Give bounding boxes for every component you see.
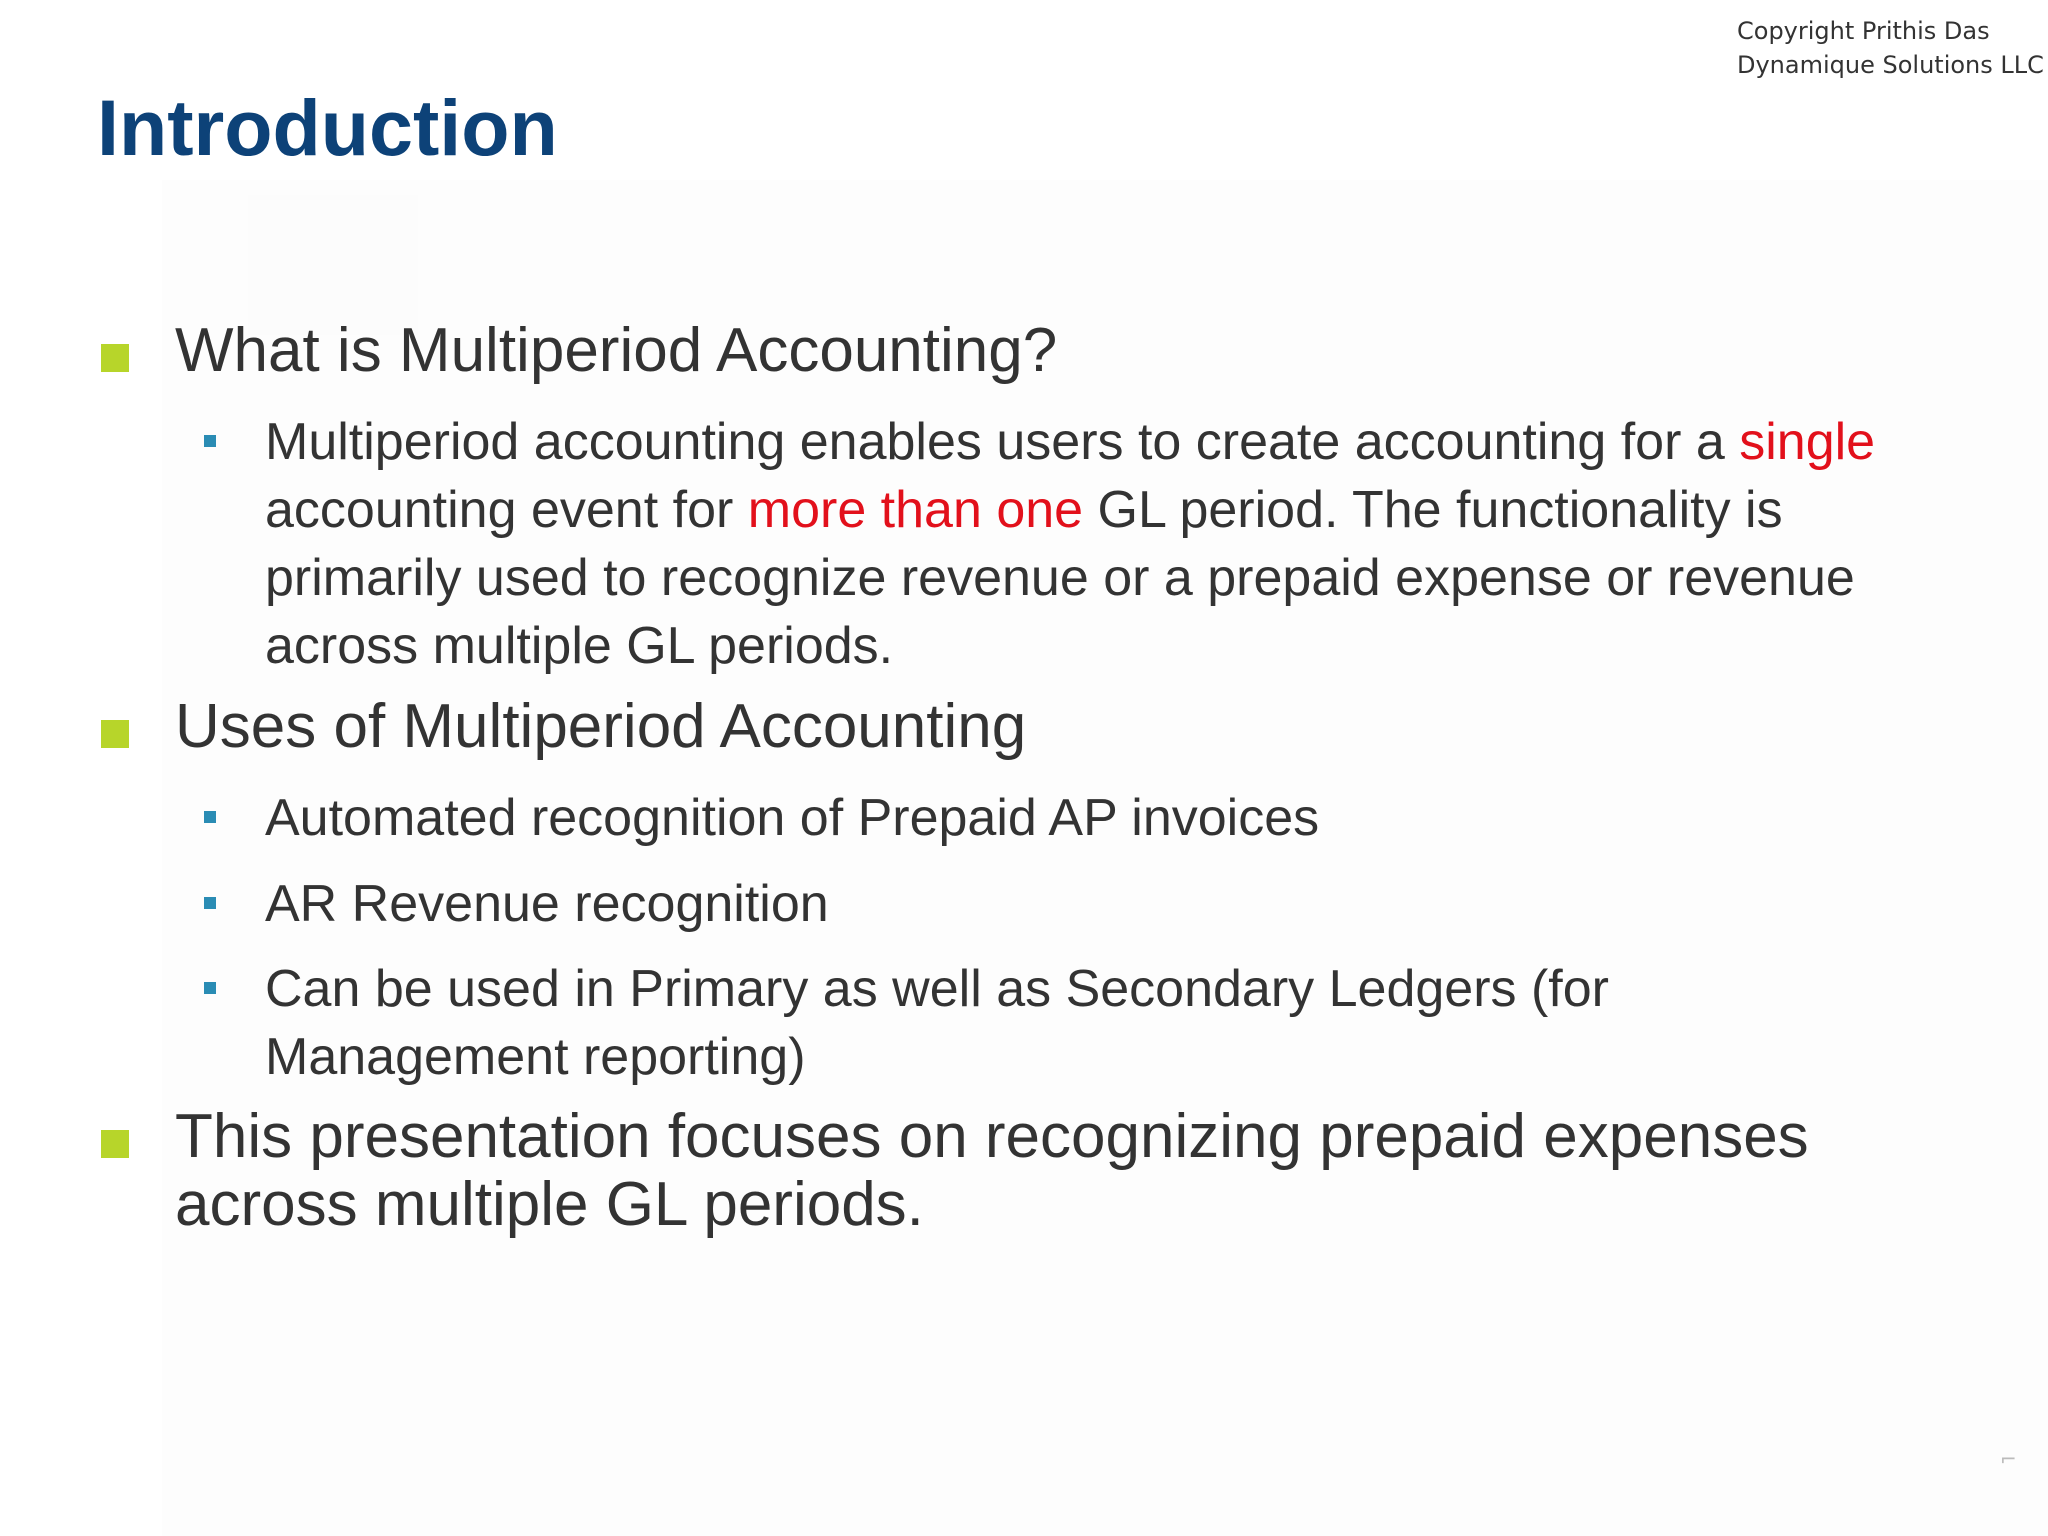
sub-bullet-item-1-1 <box>265 408 1885 680</box>
small-square-bullet-icon <box>204 982 216 994</box>
bullet-item-1 <box>175 317 1975 385</box>
sub-bullet-item-2-2 <box>265 870 1885 938</box>
sub-bullet-text: Can be used in Primary as well as Secondary Ledgers (for Management reporting) <box>265 960 1609 1086</box>
highlight-single: single <box>1739 413 1876 471</box>
bullet-item-2 <box>175 693 1975 761</box>
bullet-text: Uses of Multiperiod Accounting <box>175 692 1027 761</box>
bullet-text: This presentation focuses on recognizing prepaid expenses across multiple GL periods. <box>175 1102 1809 1239</box>
copyright-line-1: Copyright Prithis Das <box>1737 17 1990 45</box>
small-square-bullet-icon <box>204 897 216 909</box>
copyright-line-2: Dynamique Solutions LLC <box>1737 51 2044 79</box>
bullet-text: What is Multiperiod Accounting? <box>175 316 1058 385</box>
sub-bullet-item-2-1 <box>265 784 1885 852</box>
background-accent <box>248 195 418 335</box>
small-square-bullet-icon <box>204 811 216 823</box>
sub-bullet-text-part-3: accounting event for <box>265 481 748 539</box>
square-bullet-icon <box>101 344 129 372</box>
sub-bullet-item-2-3 <box>265 955 1885 1091</box>
sub-bullet-text: AR Revenue recognition <box>265 875 829 933</box>
square-bullet-icon <box>101 720 129 748</box>
slide-corner-icon: ⌐ <box>2000 1447 2017 1471</box>
bullet-item-3 <box>175 1103 1975 1239</box>
highlight-more-than-one: more than one <box>747 481 1084 539</box>
sub-bullet-text-part-1: Multiperiod accounting enables users to create accounting for a <box>265 413 1740 471</box>
small-square-bullet-icon <box>204 435 216 447</box>
sub-bullet-text-part-5: GL period. The functionality is primarily used to recognize revenue or a prepaid expense or revenue across multiple GL periods. <box>265 481 1855 675</box>
sub-bullet-text: Automated recognition of Prepaid AP invoices <box>265 789 1320 847</box>
square-bullet-icon <box>101 1130 129 1158</box>
copyright-notice <box>1737 14 2044 82</box>
slide-title: Introduction <box>97 83 558 172</box>
